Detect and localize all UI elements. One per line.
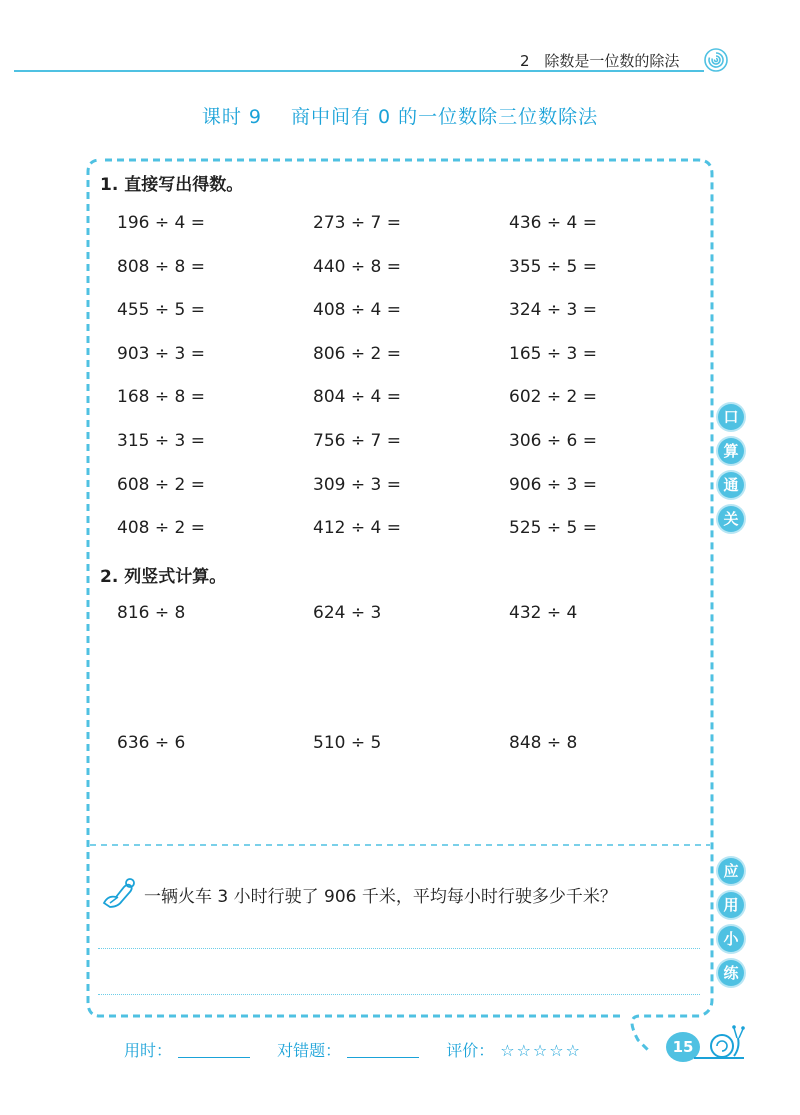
lesson-title [0,102,800,129]
problem-item: 168 ÷ 8 = [117,387,205,408]
side-tab-char: 通 [718,472,744,498]
problem-item: 455 ÷ 5 = [117,300,205,321]
rating-stars[interactable]: ☆☆☆☆☆ [500,1041,582,1060]
problem-item: 848 ÷ 8 [509,733,578,753]
page-number: 15 [666,1032,700,1062]
side-tab-char: 关 [718,506,744,532]
time-label: 用时： [124,1041,173,1060]
problem-item: 602 ÷ 2 = [509,387,597,408]
spiral-icon [704,48,728,72]
problem-item: 432 ÷ 4 [509,603,578,623]
time-field [124,1038,250,1061]
correct-label: 对错题： [277,1041,342,1060]
pen-hand-icon [100,873,140,913]
rating-label: 评价： [446,1041,495,1060]
correct-field [277,1038,419,1061]
word-problem-text: 一辆火车 3 小时行驶了 906 千米，平均每小时行驶多少千米？ [144,887,617,907]
side-tab-char: 练 [718,960,744,986]
section-1-heading: 1. 直接写出得数。 [100,175,244,195]
rating-field [446,1038,582,1061]
problem-item: 440 ÷ 8 = [313,256,401,277]
problem-item: 808 ÷ 8 = [117,256,205,277]
problem-item: 804 ÷ 4 = [313,387,401,408]
side-tab-char: 应 [718,858,744,884]
problem-item: 309 ÷ 3 = [313,474,401,495]
problem-item: 624 ÷ 3 [313,603,382,623]
problem-item: 608 ÷ 2 = [117,474,205,495]
answer-line [98,994,700,995]
problem-item: 315 ÷ 3 = [117,430,205,451]
side-tab-mental-math [714,404,748,540]
correct-blank[interactable] [347,1042,419,1058]
word-problem [100,873,700,913]
side-tab-application [714,858,748,994]
mental-math-grid [117,205,677,554]
problem-item: 816 ÷ 8 [117,603,186,623]
problem-item: 165 ÷ 3 = [509,343,597,364]
chapter-title: 除数是一位数的除法 [544,52,680,70]
lesson-number: 课时 9 [201,106,262,128]
side-tab-char: 口 [718,404,744,430]
problem-item: 525 ÷ 5 = [509,518,597,539]
lesson-name: 商中间有 0 的一位数除三位数除法 [291,106,599,128]
side-tab-char: 小 [718,926,744,952]
problem-item: 436 ÷ 4 = [509,213,597,233]
vertical-division-grid [117,595,677,855]
problem-item: 412 ÷ 4 = [313,518,401,539]
problem-item: 408 ÷ 4 = [313,300,401,321]
snail-icon [690,1018,750,1062]
side-tab-char: 算 [718,438,744,464]
problem-item: 636 ÷ 6 [117,733,186,753]
problem-item: 324 ÷ 3 = [509,300,597,321]
problem-item: 903 ÷ 3 = [117,343,205,364]
problem-item: 273 ÷ 7 = [313,213,401,233]
section-2-heading: 2. 列竖式计算。 [100,567,227,587]
footer [124,1038,604,1061]
answer-line [98,948,700,949]
chapter-number: 2 [520,52,530,70]
side-tab-char: 用 [718,892,744,918]
problem-item: 756 ÷ 7 = [313,430,401,451]
problem-item: 510 ÷ 5 [313,733,382,753]
problem-item: 806 ÷ 2 = [313,343,401,364]
chapter-header [520,50,679,71]
problem-item: 306 ÷ 6 = [509,430,597,451]
problem-item: 408 ÷ 2 = [117,518,205,539]
time-blank[interactable] [178,1042,250,1058]
problem-item: 196 ÷ 4 = [117,213,205,233]
problem-item: 906 ÷ 3 = [509,474,597,495]
problem-item: 355 ÷ 5 = [509,256,597,277]
